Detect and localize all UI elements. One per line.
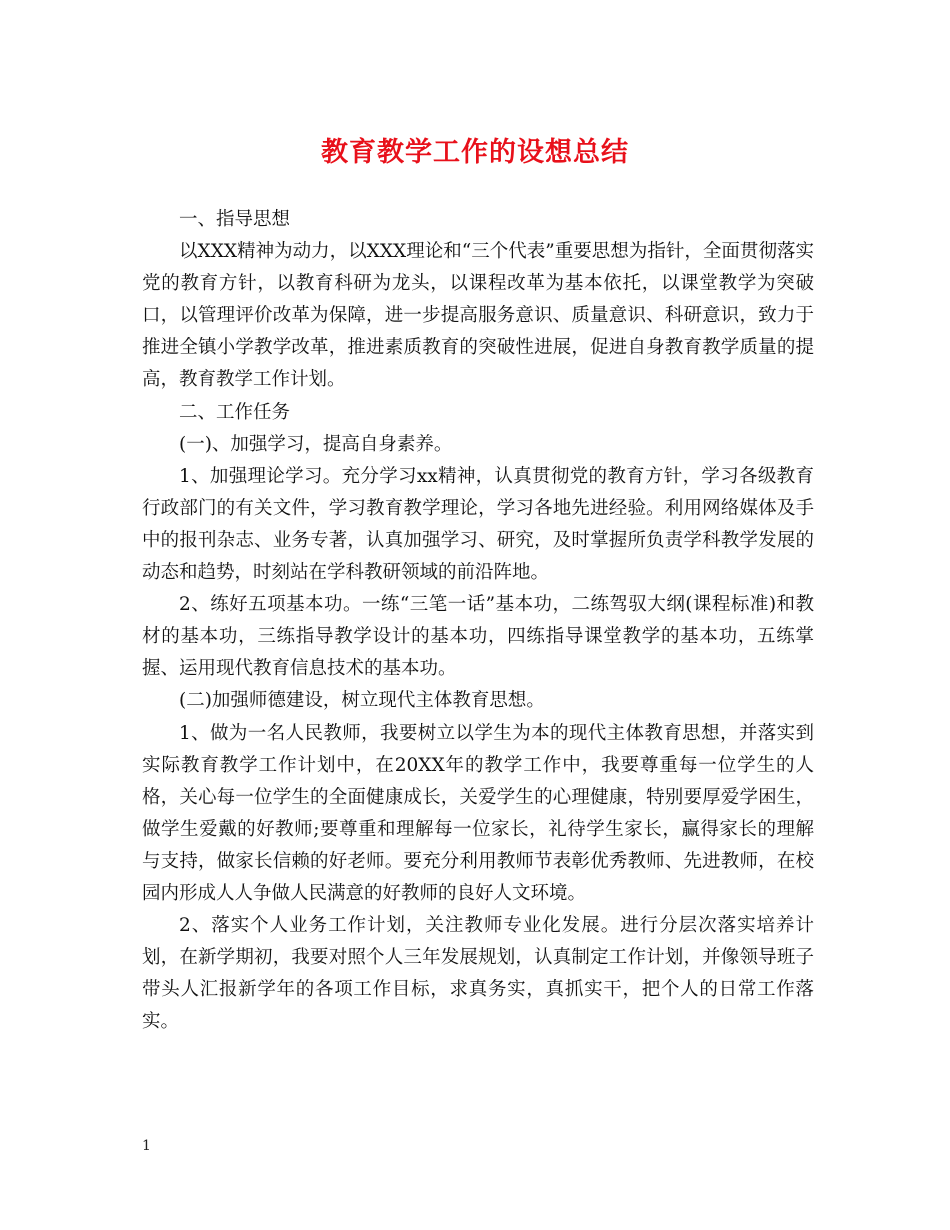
paragraph-basic-skills: 2、练好五项基本功。一练“三笔一话”基本功，二练驾驭大纲(课程标准)和教材的基本功，三练指导教学设计的基本功，四练指导课堂教学的基本功，五练掌握、运用现代教育信息技术的基本功。 xyxy=(142,594,814,680)
document-title: 教育教学工作的设想总结 xyxy=(321,137,629,168)
subheading-teacher-ethics: (二)加强师德建设，树立现代主体教育思想。 xyxy=(179,690,545,712)
paragraph-theory-study: 1、加强理论学习。充分学习xx精神，认真贯彻党的教育方针，学习各级教育行政部门的有关文件，学习教育教学理论，学习各地先进经验。利用网络媒体及手中的报刊杂志、业务专著，认真加强学习、研究，及时掌握所负责学科教学发展的动态和趋势，时刻站在学科教研领域的前沿阵地。 xyxy=(142,465,814,584)
subheading-strengthen-study: (一)、加强学习，提高自身素养。 xyxy=(179,433,453,455)
paragraph-professional-development: 2、落实个人业务工作计划，关注教师专业化发展。进行分层次落实培养计划，在新学期初，我要对照个人三年发展规划，认真制定工作计划，并像领导班子带头人汇报新学年的各项工作目标，求真务实，真抓实干，把个人的日常工作落实。 xyxy=(142,915,814,1033)
paragraph-student-centered: 1、做为一名人民教师，我要树立以学生为本的现代主体教育思想，并落实到实际教育教学工作计划中，在20XX年的教学工作中，我要尊重每一位学生的人格，关心每一位学生的全面健康成长，关爱学生的心理健康，特别要厚爱学困生，做学生爱戴的好教师;要尊重和理解每一位家长，礼待学生家长，赢得家长的理解与支持，做家长信赖的好老师。要充分利用教师节表彰优秀教师、先进教师，在校园内形成人人争做人民满意的好教师的良好人文环境。 xyxy=(142,722,814,904)
heading-guiding-thought: 一、指导思想 xyxy=(179,209,291,230)
paragraph-guiding-thought: 以XXX精神为动力，以XXX理论和“三个代表”重要思想为指针，全面贯彻落实党的教育方针，以教育科研为龙头，以课程改革为基本依托，以课堂教学为突破口，以管理评价改革为保障，进一步提高服务意识、质量意识、科研意识，致力于推进全镇小学教学改革，推进素质教育的突破性进展，促进自身教育教学质量的提高，教育教学工作计划。 xyxy=(142,241,814,391)
heading-work-tasks: 二、工作任务 xyxy=(179,401,291,423)
document-body xyxy=(142,204,814,1038)
page-number: 1 xyxy=(142,1138,151,1154)
